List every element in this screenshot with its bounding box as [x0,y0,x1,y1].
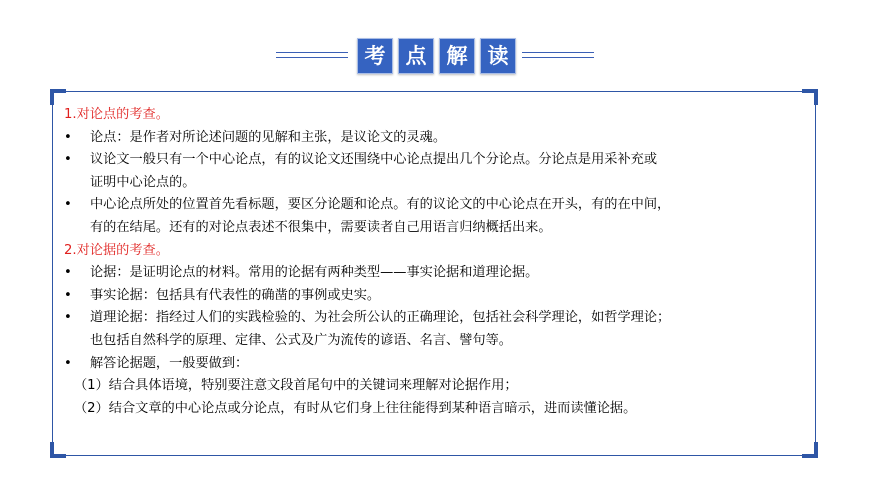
title-char-2: 点 [398,38,434,74]
bullet-argument-position: • 中心论点所处的位置首先看标题，要区分论题和论点。有的议论文的中心论点在开头，有的在中间， [64,194,804,217]
bullet-central-argument: • 议论文一般只有一个中心论点，有的议论文还围绕中心论点提出几个分论点。分论点是用采补充或 [64,149,804,172]
section-heading-arguments: 1.对论点的考查。 [64,107,169,122]
frame-corner-bottom-right [802,442,818,458]
title-text [357,38,516,74]
title-right-line-bottom [522,57,594,58]
bullet-argument-definition: • 论点：是作者对所论述问题的见解和主张，是议论文的灵魂。 [64,127,804,150]
bullet-central-argument-cont: 证明中心论点的。 [90,174,196,190]
bullet-factual-evidence: • 事实论据：包括具有代表性的确凿的事例或史实。 [64,285,804,308]
title-char-3: 解 [439,38,475,74]
bullet-evidence-definition: • 论据：是证明论点的材料。常用的论据有两种类型——事实论据和道理论据。 [64,262,804,285]
title-char-1: 考 [357,38,393,74]
bullet-theoretical-evidence: • 道理论据：指经过人们的实践检验的、为社会所公认的正确理论，包括社会科学理论，如哲学理论； [64,307,804,330]
title-char-4: 读 [480,38,516,74]
sub-item-1: （1）结合具体语境，特别要注意文段首尾句中的关键词来理解对论据作用； [74,378,518,394]
section-heading-evidence: 2.对论据的考查。 [64,242,169,258]
bullet-answer-method: • 解答论据题，一般要做到： [64,353,804,376]
sub-item-2: （2）结合文章的中心论点或分论点，有时从它们身上往往能得到某种语言暗示，进而读懂论据。 [74,400,637,416]
title-right-line-top [522,52,594,53]
frame-corner-bottom-left [50,442,66,458]
frame-corner-top-right [802,89,818,105]
title-banner [0,38,870,72]
title-left-line-bottom [276,57,348,58]
content-body [64,104,804,420]
title-left-line-top [276,52,348,53]
bullet-argument-position-cont: 有的在结尾。还有的对论点表述不很集中，需要读者自己用语言归纳概括出来。 [90,219,552,235]
bullet-theoretical-evidence-cont: 也包括自然科学的原理、定律、公式及广为流传的谚语、名言、譬句等。 [90,332,512,348]
frame-corner-top-left [50,89,66,105]
